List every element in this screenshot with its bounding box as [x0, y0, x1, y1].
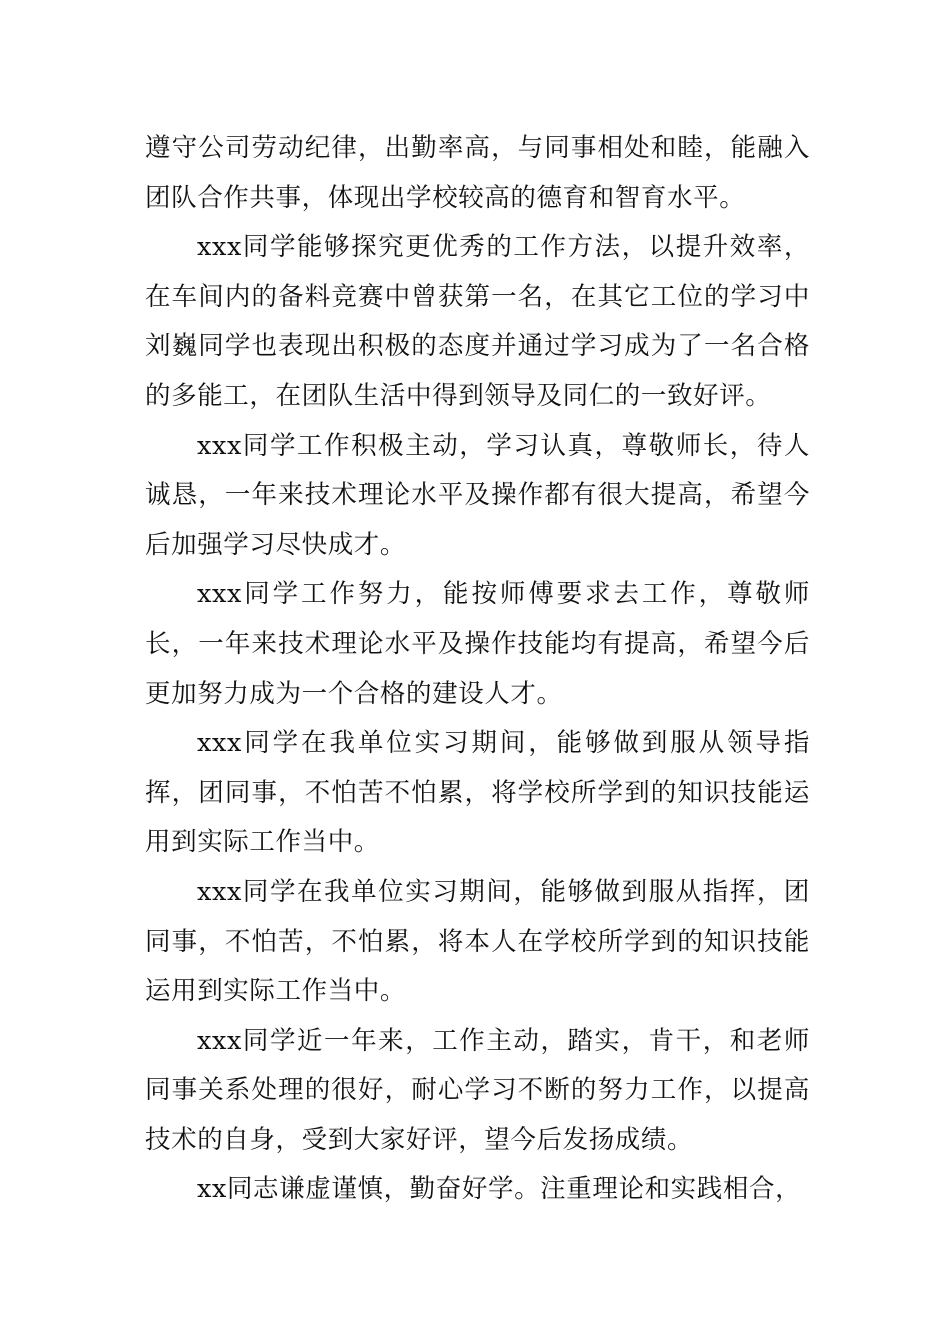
paragraph-8: xx同志谦虚谨慎，勤奋好学。注重理论和实践相合，	[197, 1174, 802, 1205]
paragraph-3: xxx同学工作积极主动，学习认真，尊敬师长，待人诚恳，一年来技术理论水平及操作都有很大提高，希望今后加强学习尽快成才。	[145, 430, 810, 560]
paragraph-4: xxx同学工作努力，能按师傅要求去工作，尊敬师长，一年来技术理论水平及操作技能均有提高，希望今后更加努力成为一个合格的建设人才。	[145, 579, 810, 709]
paragraph-1: 遵守公司劳动纪律，出勤率高，与同事相处和睦，能融入团队合作共事，体现出学校较高的德育和智育水平。	[145, 133, 810, 213]
paragraph-6: xxx同学在我单位实习期间，能够做到服从指挥，团同事，不怕苦，不怕累，将本人在学校所学到的知识技能运用到实际工作当中。	[145, 876, 810, 1007]
paragraph-7: xxx同学近一年来，工作主动，踏实，肯干，和老师同事关系处理的很好，耐心学习不断的努力工作，以提高技术的自身，受到大家好评，望今后发扬成绩。	[145, 1025, 810, 1155]
document-body	[145, 124, 810, 1215]
paragraph-2: xxx同学能够探究更优秀的工作方法，以提升效率，在车间内的备料竞赛中曾获第一名，在其它工位的学习中刘巍同学也表现出积极的态度并通过学习成为了一名合格的多能工，在团队生活中得到领导及同仁的一致好评。	[145, 232, 810, 411]
paragraph-5: xxx同学在我单位实习期间，能够做到服从领导指挥，团同事，不怕苦不怕累，将学校所学到的知识技能运用到实际工作当中。	[145, 728, 810, 858]
